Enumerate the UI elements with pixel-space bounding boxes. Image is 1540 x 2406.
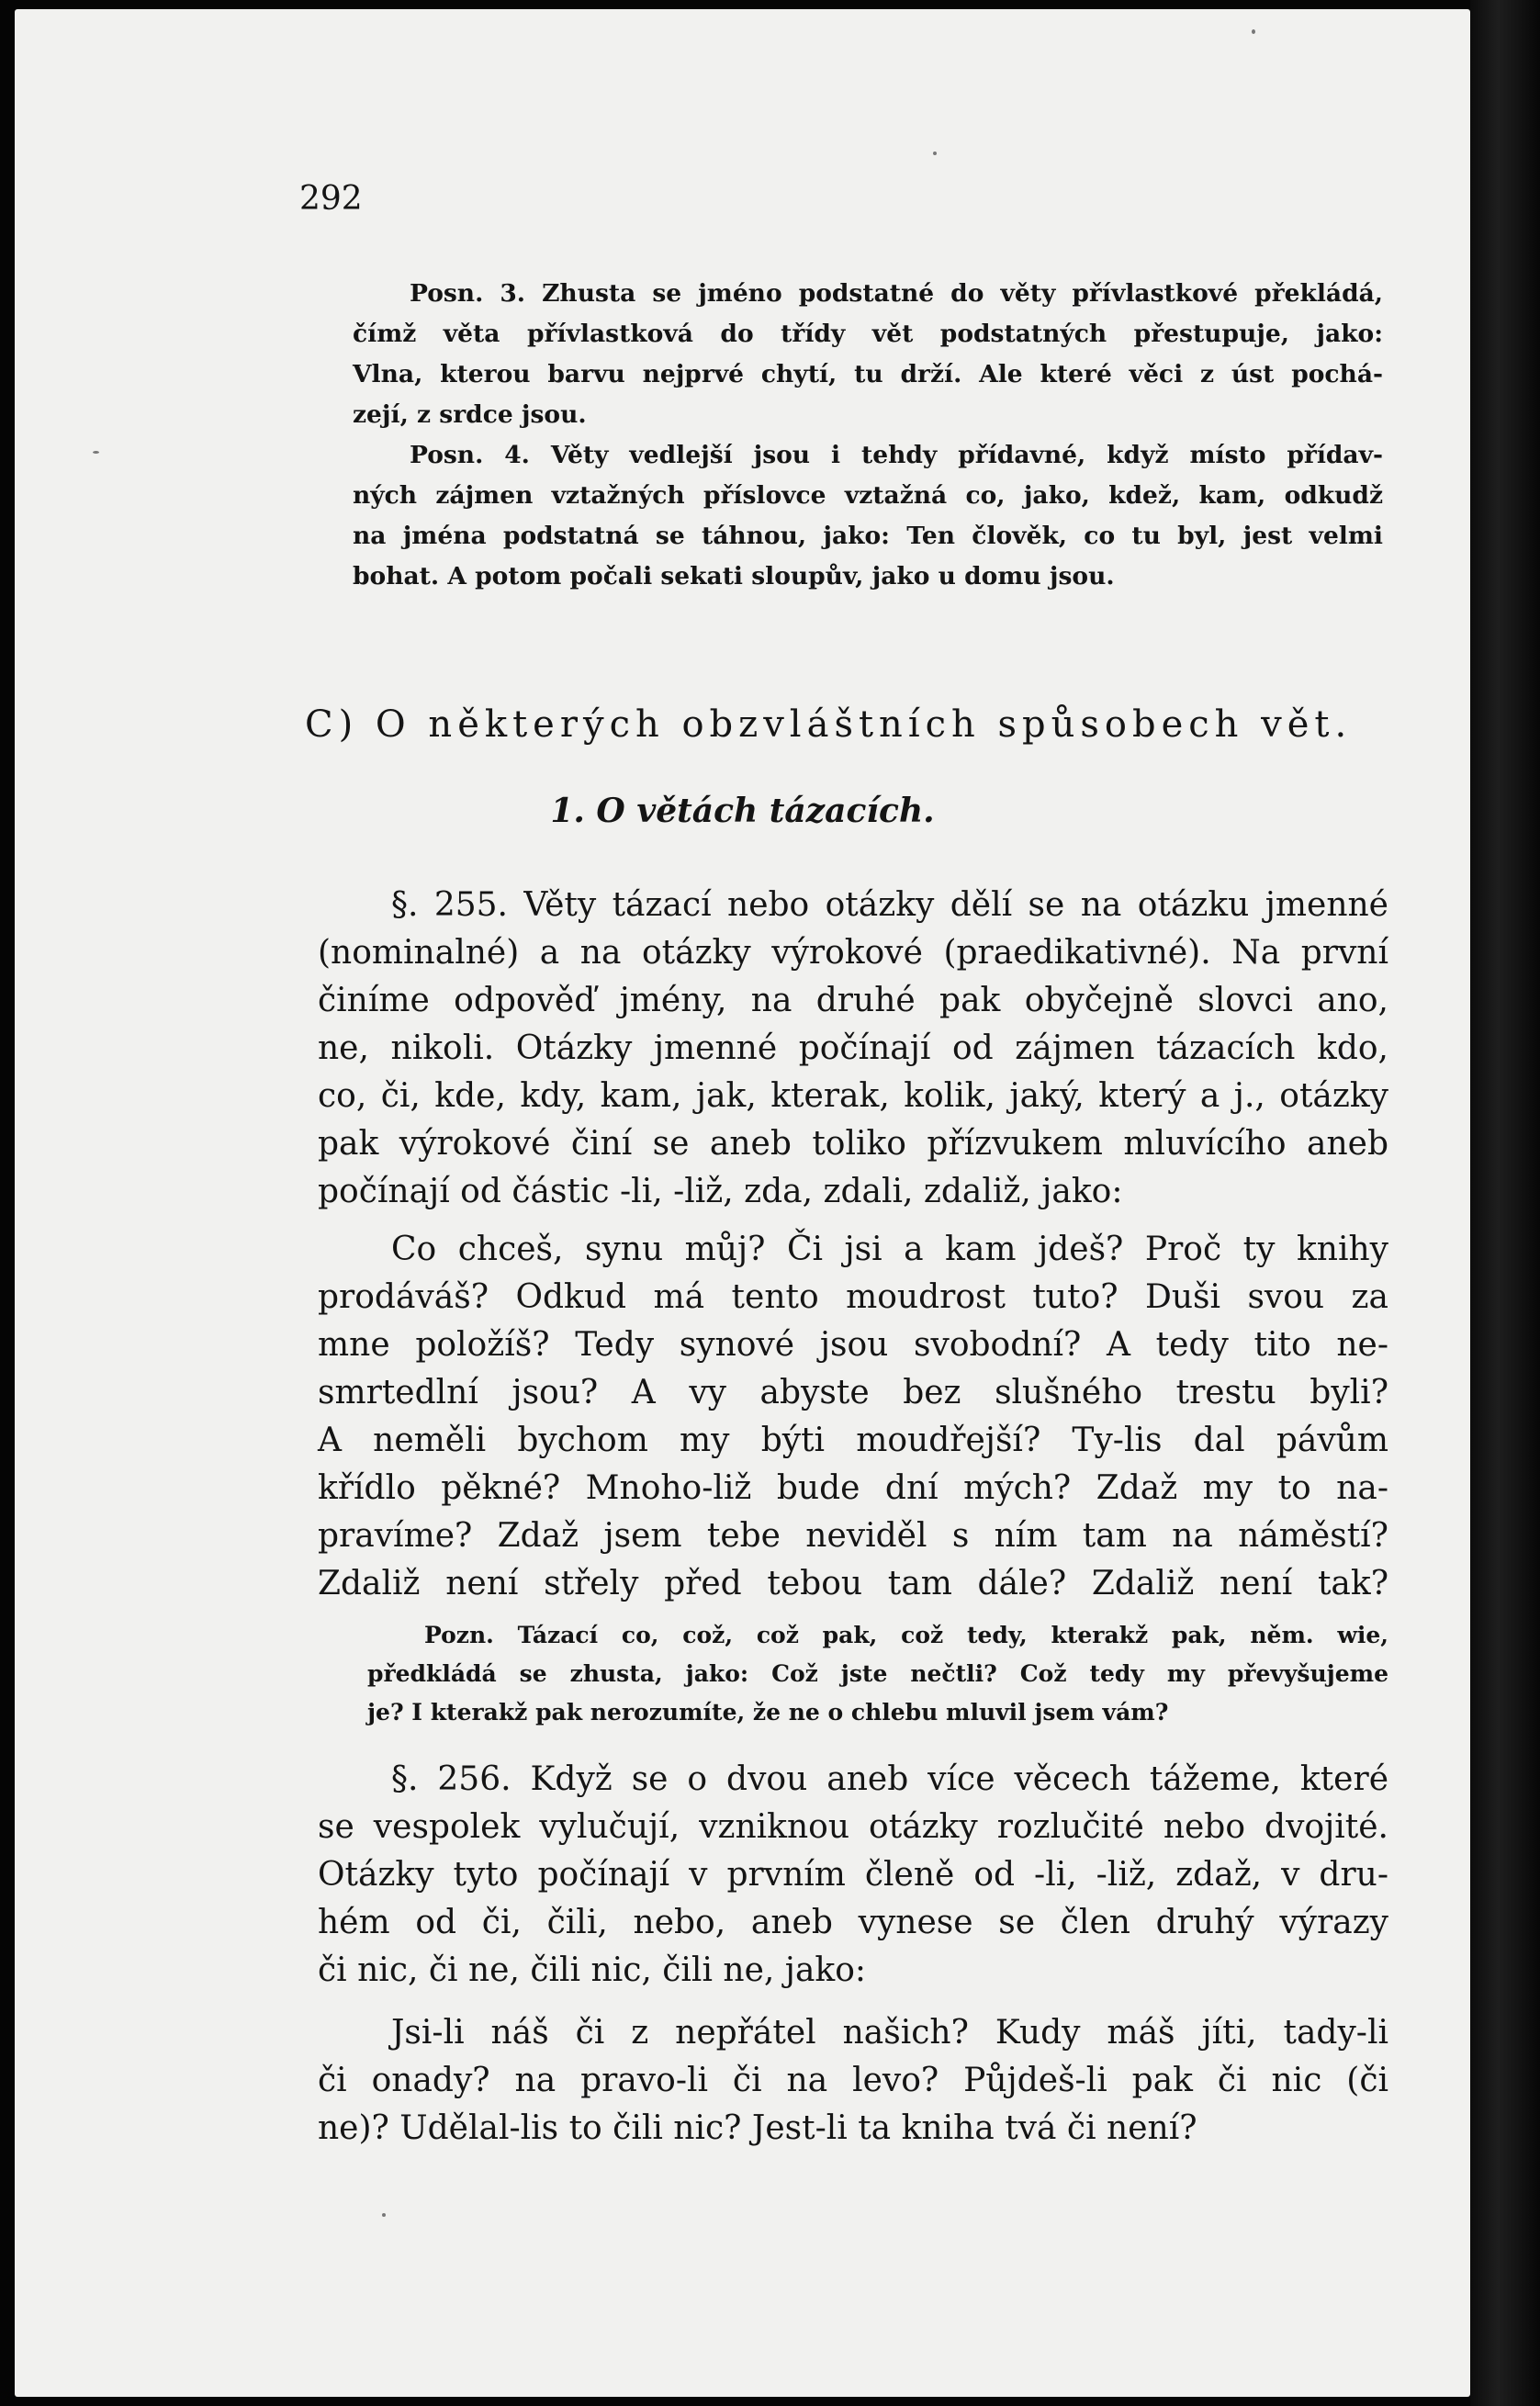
para-line: činíme odpověď jmény, na druhé pak obyčejně slovci ano, [318, 982, 1388, 1019]
para-line: pak výrokové činí se aneb toliko přízvukem mluvícího aneb [318, 1125, 1388, 1163]
para-line: se vespolek vylučují, vzniknou otázky rozlučité nebo dvojité. [318, 1808, 1388, 1846]
para-line: (nominalné) a na otázky výrokové (praedikativné). Na první [318, 934, 1388, 972]
example-line: pravíme? Zdaž jsem tebe neviděl s ním tam na náměstí? [318, 1517, 1388, 1555]
example-line: ne)? Udělal-lis to čili nic? Jest-li ta kniha tvá či není? [318, 2109, 1197, 2147]
speck [933, 152, 937, 155]
book-gutter [1470, 0, 1540, 2406]
para-line: hém od či, čili, nebo, aneb vynese se člen druhý výrazy [318, 1904, 1388, 1941]
page-number: 292 [299, 180, 363, 218]
note-line: Vlna, kterou barvu nejprvé chytí, tu drží. Ale které věci z úst pochá- [353, 360, 1383, 388]
note-line: ných zájmen vztažných příslovce vztažná co, jako, kdež, kam, odkudž [353, 481, 1383, 510]
example-line: Jsi-li náš či z nepřátel našich? Kudy máš jíti, tady-li [391, 2014, 1388, 2052]
example-line: A neměli bychom my býti moudřejší? Ty-lis dal pávům [318, 1422, 1388, 1459]
subsection-heading: 1. O větách tázacích. [550, 792, 935, 830]
note-255 [367, 1616, 1388, 1732]
note-line: Posn. 4. Věty vedlejší jsou i tehdy přídavné, když místo přídav- [410, 441, 1383, 469]
note-line: je? I kterakž pak nerozumíte, že ne o chlebu mluvil jsem vám? [367, 1699, 1169, 1726]
para-line: počínají od částic -li, -liž, zda, zdali, zdaliž, jako: [318, 1173, 1123, 1210]
paragraph-256 [318, 1756, 1388, 1995]
note-line: Pozn. Tázací co, což, což pak, což tedy, kterakž pak, něm. wie, [424, 1622, 1388, 1648]
speck [93, 451, 99, 454]
para-line: Otázky tyto počínají v prvním členě od -li, -liž, zdaž, v dru- [318, 1856, 1388, 1894]
paragraph-255 [318, 882, 1388, 1216]
example-line: mne položíš? Tedy synové jsou svobodní? A tedy tito ne- [318, 1326, 1388, 1364]
example-line: Co chceš, synu můj? Či jsi a kam jdeš? Proč ty knihy [391, 1231, 1388, 1268]
para-line: či nic, či ne, čili nic, čili ne, jako: [318, 1951, 867, 1989]
note-line: čímž věta přívlastková do třídy vět podstatných přestupuje, jako: [353, 320, 1383, 348]
note-line: Posn. 3. Zhusta se jméno podstatné do věty přívlastkové překládá, [410, 279, 1383, 308]
para-line: §. 255. Věty tázací nebo otázky dělí se na otázku jmenné [391, 886, 1388, 924]
para-line: §. 256. Když se o dvou aneb více věcech tážeme, které [391, 1760, 1388, 1798]
example-line: Zdaliž není střely před tebou tam dále? Zdaliž není tak? [318, 1565, 1388, 1602]
example-line: smrtedlní jsou? A vy abyste bez slušného trestu byli? [318, 1374, 1388, 1411]
specks [1252, 29, 1255, 34]
note-line: předkládá se zhusta, jako: Což jste nečtli? Což tedy my převyšujeme [367, 1660, 1388, 1687]
note-posn-4 [353, 435, 1383, 597]
examples-256 [318, 2009, 1388, 2153]
para-line: co, či, kde, kdy, kam, jak, kterak, kolik, jaký, který a j., otázky [318, 1077, 1388, 1115]
examples-255 [318, 1226, 1388, 1608]
note-line: zejí, z srdce jsou. [353, 400, 587, 429]
section-heading: C) O některých obzvláštních spůsobech vět. [305, 703, 1353, 746]
note-line: bohat. A potom počali sekati sloupův, jako u domu jsou. [353, 562, 1115, 590]
speck [382, 2213, 386, 2217]
example-line: či onady? na pravo-li či na levo? Půjdeš-li pak či nic (či [318, 2062, 1388, 2099]
example-line: prodáváš? Odkud má tento moudrost tuto? Duši svou za [318, 1278, 1388, 1316]
para-line: ne, nikoli. Otázky jmenné počínají od zájmen tázacích kdo, [318, 1029, 1388, 1067]
example-line: křídlo pěkné? Mnoho-liž bude dní mých? Zdaž my to na- [318, 1469, 1388, 1507]
note-posn-3 [353, 274, 1383, 435]
note-line: na jména podstatná se táhnou, jako: Ten člověk, co tu byl, jest velmi [353, 522, 1383, 550]
book-page [15, 9, 1470, 2397]
